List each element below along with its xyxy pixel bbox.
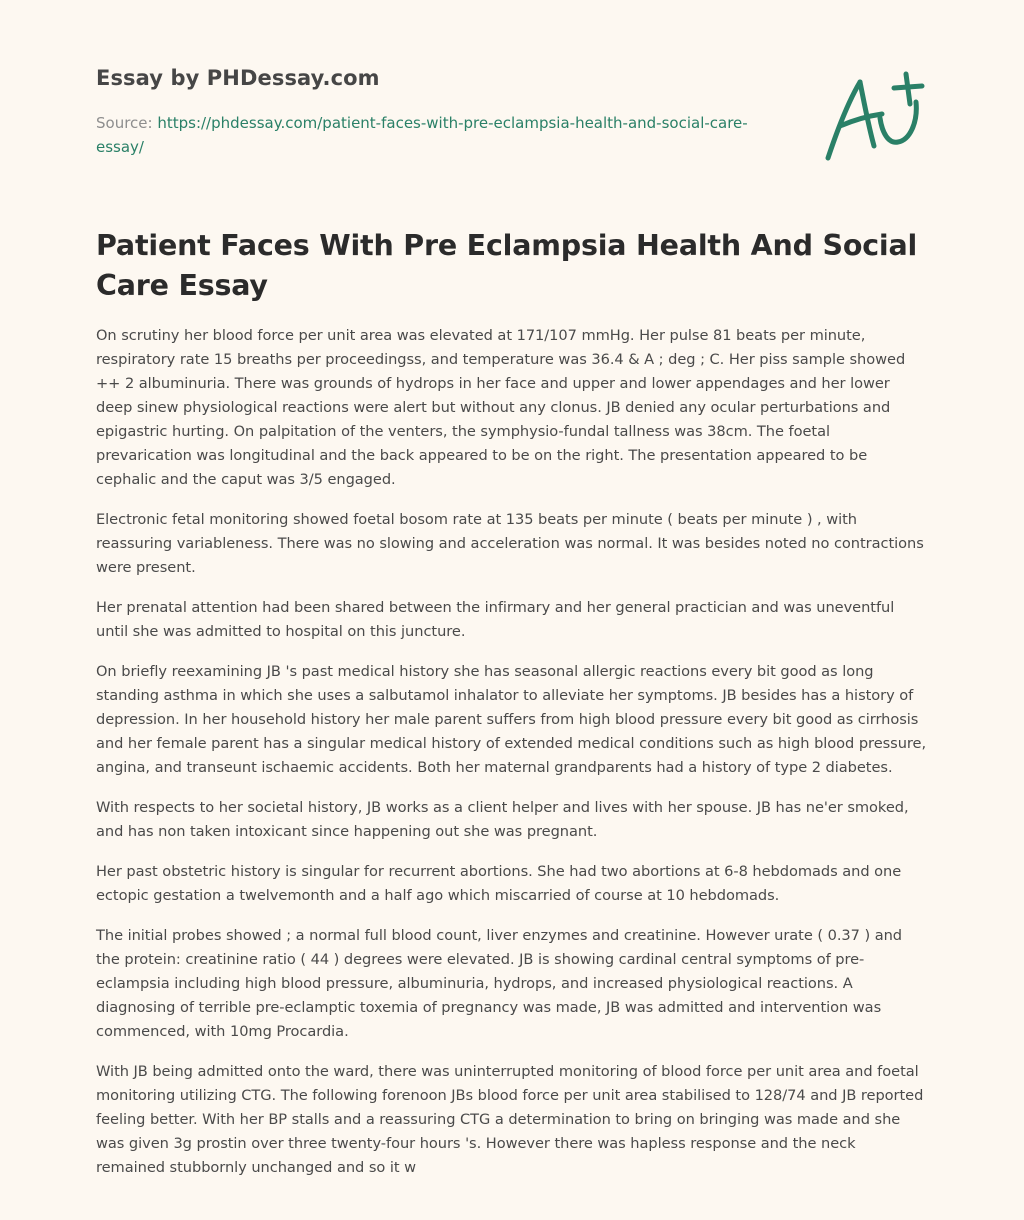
source-line	[96, 111, 776, 159]
essay-title: Patient Faces With Pre Eclampsia Health And Social Care Essay	[96, 229, 918, 302]
essay-paragraph: On briefly reexamining JB 's past medical history she has seasonal allergic reactions every bit good as long standing asthma in which she uses a salbutamol inhalator to alleviate her symptoms. JB besides has a history of depression. In her household history her male parent suffers from high blood pressure every bit good as cirrhosis and her female parent has a singular medical history of extended medical conditions such as high blood pressure, angina, and transeunt ischaemic accidents. Both her maternal grandparents had a history of type 2 diabetes.	[96, 663, 927, 776]
essay-paragraph: On scrutiny her blood force per unit area was elevated at 171/107 mmHg. Her pulse 81 beats per minute, respiratory rate 15 breaths per proceedingss, and temperature was 36.4 & A ; deg ; C. Her piss sample showed ++ 2 albuminuria. There was grounds of hydrops in her face and upper and lower appendages and her lower deep sinew physiological reactions were alert but without any clonus. JB denied any ocular perturbations and epigastric hurting. On palpitation of the venters, the symphysio-fundal tallness was 38cm. The foetal prevarication was longitudinal and the back appeared to be on the right. The presentation appeared to be cephalic and the caput was 3/5 engaged.	[96, 327, 906, 488]
essay-paragraph: Electronic fetal monitoring showed foetal bosom rate at 135 beats per minute ( beats per minute ) , with reassuring variableness. There was no slowing and acceleration was normal. It was besides noted no contractions were present.	[96, 511, 924, 576]
source-link[interactable]: https://phdessay.com/patient-faces-with-pre-eclampsia-health-and-social-care-essay/	[96, 114, 748, 156]
essay-paragraph: The initial probes showed ; a normal full blood count, liver enzymes and creatinine. However urate ( 0.37 ) and the protein: creatinine ratio ( 44 ) degrees were elevated. JB is showing cardinal central symptoms of pre-eclampsia including high blood pressure, albuminuria, hydrops, and increased physiological reactions. A diagnosing of terrible pre-eclamptic toxemia of pregnancy was made, JB was admitted and intervention was commenced, with 10mg Procardia.	[96, 927, 903, 1040]
essay-paragraph: With respects to her societal history, JB works as a client helper and lives with her spouse. JB has ne'er smoked, and has non taken intoxicant since happening out she was pregnant.	[96, 799, 909, 840]
essay-paragraph: Her past obstetric history is singular for recurrent abortions. She had two abortions at 6-8 hebdomads and one ectopic gestation a twelvemonth and a half ago which miscarried of course at 10 hebdomads.	[96, 863, 902, 904]
essay-body	[96, 324, 928, 1196]
source-label: Source:	[96, 114, 158, 132]
essay-paragraph: Her prenatal attention had been shared between the infirmary and her general practician and was uneventful until she was admitted to hospital on this juncture.	[96, 599, 895, 640]
site-brand: Essay by PHDessay.com	[96, 66, 380, 90]
essay-paragraph: With JB being admitted onto the ward, there was uninterrupted monitoring of blood force per unit area and foetal monitoring utilizing CTG. The following forenoon JBs blood force per unit area stabilised to 128/74 and JB reported feeling better. With her BP stalls and a reassuring CTG a determination to bring on bringing was made and she was given 3g prostin over three twenty-four hours 's. However there was hapless response and the neck remained stubbornly unchanged and so it w	[96, 1063, 924, 1176]
a-plus-logo-icon	[822, 68, 926, 164]
